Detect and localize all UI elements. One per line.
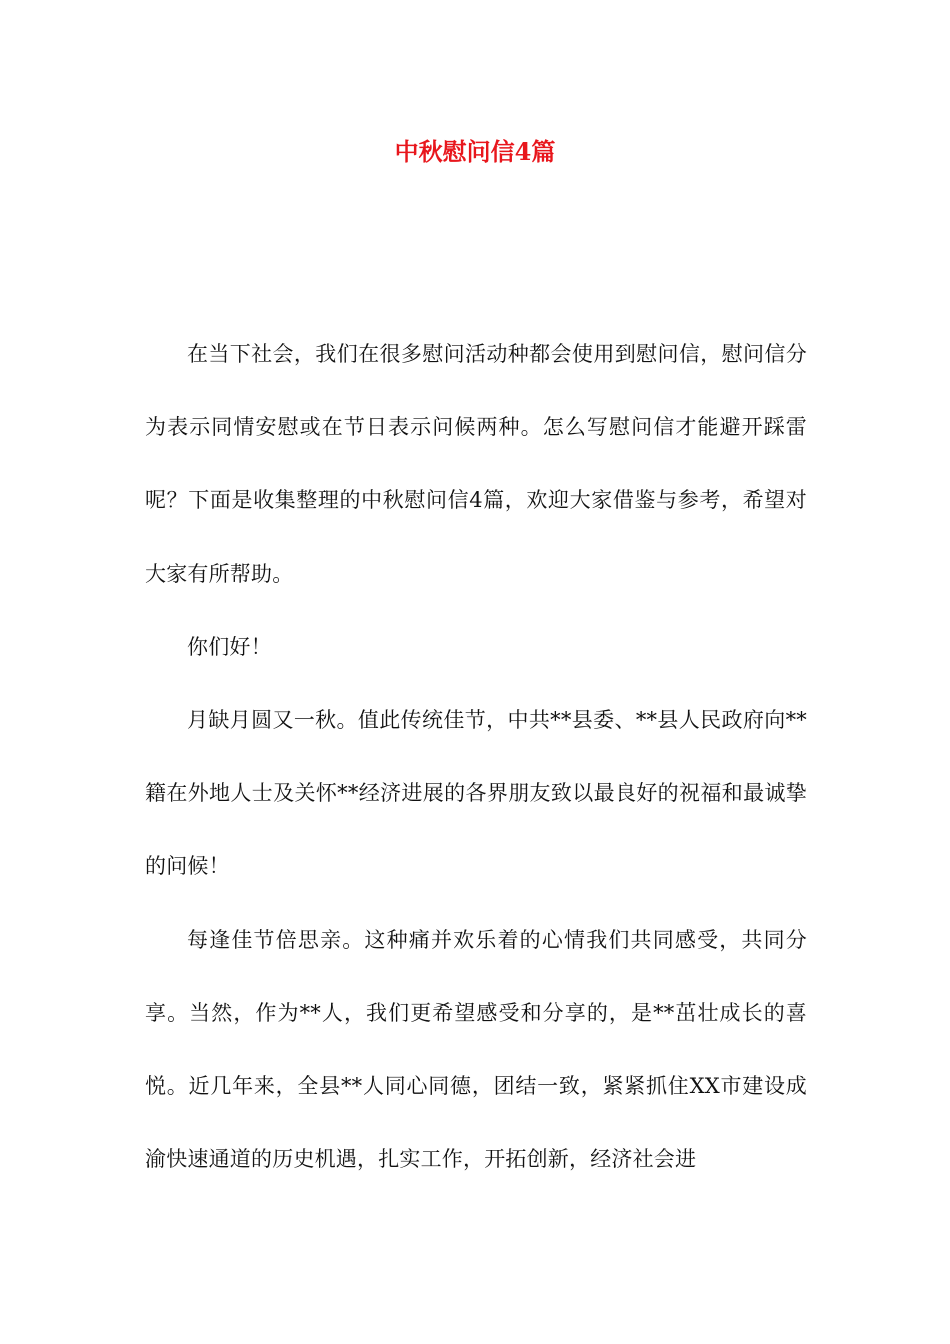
paragraph-greeting: 你们好！ [187,634,272,659]
document-body [145,318,807,1196]
paragraph-festival-wishes: 月缺月圆又一秋。值此传统佳节，中共**县委、**县人民政府向**籍在外地人士及关怀**经济进展的各界朋友致以最良好的祝福和最诚挚的问候！ [145,708,807,879]
document-title: 中秋慰问信4篇 [394,137,556,166]
paragraph-intro: 在当下社会，我们在很多慰问活动种都会使用到慰问信，慰问信分为表示同情安慰或在节日表示问候两种。怎么写慰问信才能避开踩雷呢？下面是收集整理的中秋慰问信4篇，欢迎大家借鉴与参考，希望对大家有所帮助。 [145,342,807,586]
paragraph-development: 每逢佳节倍思亲。这种痛并欢乐着的心情我们共同感受，共同分享。当然，作为**人，我们更希望感受和分享的，是**茁壮成长的喜悦。近几年来，全县**人同心同德，团结一致，紧紧抓住XX市建设成渝快速通道的历史机遇，扎实工作，开拓创新，经济社会进 [145,927,807,1172]
